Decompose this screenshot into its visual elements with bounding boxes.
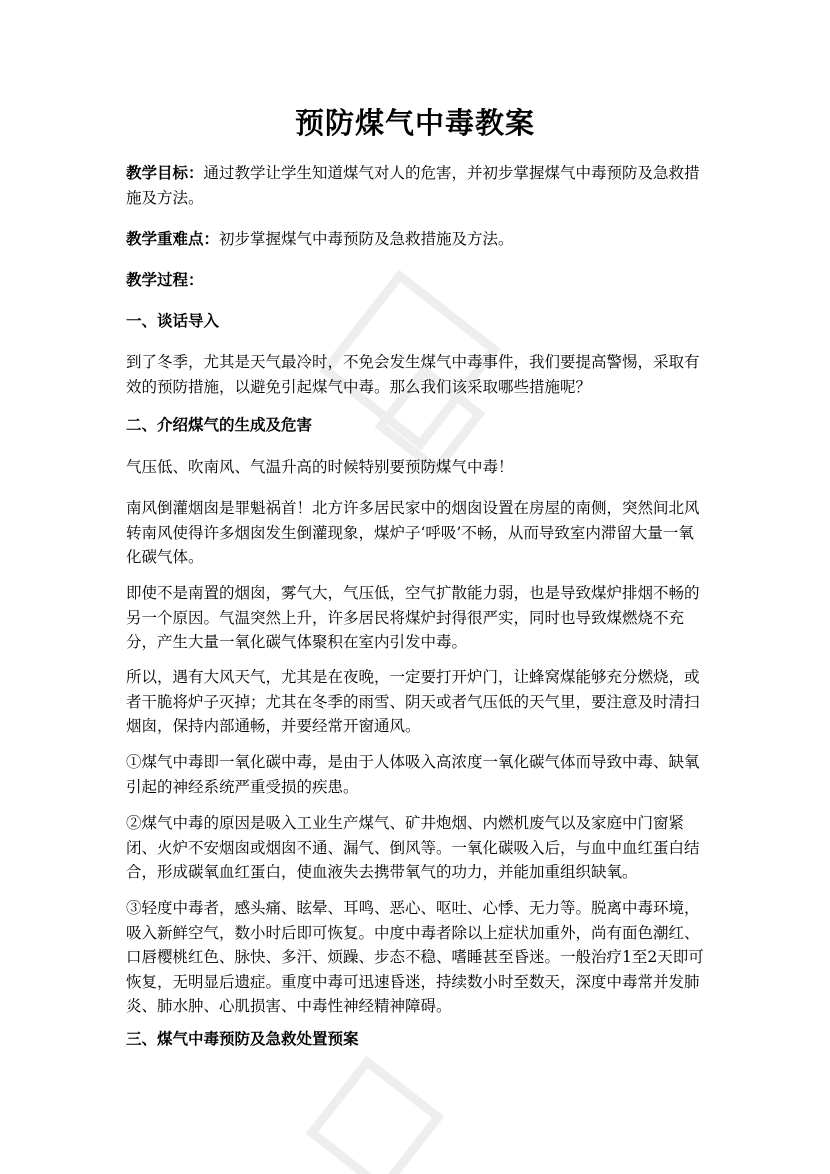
section-2-paragraph-5: ①煤气中毒即一氧化碳中毒，是由于人体吸入高浓度一氧化碳气体而导致中毒、缺氧引起的神经系统严重受损的疾患。 bbox=[126, 753, 700, 796]
section-2-paragraph-1: 气压低、吹南风、气温升高的时候特别要预防煤气中毒！ bbox=[126, 458, 514, 476]
section-1-heading: 一、谈话导入 bbox=[126, 311, 220, 330]
section-2-paragraph-4: 所以，遇有大风天气，尤其是在夜晚，一定要打开炉门，让蜂窝煤能够充分燃烧，或者干脆将炉子灭掉；尤其在冬季的雨雪、阴天或者气压低的天气里，要注意及时清扫烟囱，保持内部通畅，并要经常开窗通风。 bbox=[126, 668, 700, 735]
section-2-paragraph-2: 南风倒灌烟囱是罪魁祸首！北方许多居民家中的烟囱设置在房屋的南侧，突然间北风转南风使得许多烟囱发生倒灌现象，煤炉子‘呼吸’不畅，从而导致室内滞留大量一氧化碳气体。 bbox=[126, 499, 700, 566]
section-3-heading: 三、煤气中毒预防及急救处置预案 bbox=[126, 1029, 359, 1048]
section-2-heading: 二、介绍煤气的生成及危害 bbox=[126, 415, 313, 434]
section-2-paragraph-7: ③轻度中毒者，感头痛、眩晕、耳鸣、恶心、呕吐、心悸、无力等。脱离中毒环境，吸入新鲜空气，数小时后即可恢复。中度中毒者除以上症状加重外，尚有面色潮红、口唇樱桃红色、脉快、多汗、烦躁、步态不稳、嗜睡甚至昏迷。一般治疗1至2天即可恢复，无明显后遗症。重度中毒可迅速昏迷，持续数小时至数天，深度中毒常并发肺炎、肺水肿、心肌损害、中毒性神经精神障碍。 bbox=[126, 899, 704, 1015]
teaching-difficulty bbox=[126, 227, 708, 252]
teaching-process-label: 教学过程： bbox=[126, 270, 204, 289]
teaching-goal bbox=[126, 161, 708, 210]
teaching-goal-label: 教学目标： bbox=[126, 163, 204, 182]
teaching-goal-text: 通过教学让学生知道煤气对人的危害，并初步掌握煤气中毒预防及急救措施及方法。 bbox=[126, 164, 700, 207]
teaching-difficulty-label: 教学重难点： bbox=[126, 229, 220, 248]
section-2-paragraph-6: ②煤气中毒的原因是吸入工业生产煤气、矿井炮烟、内燃机废气以及家庭中门窗紧闭、火炉不安烟囱或烟囱不通、漏气、倒风等。一氧化碳吸入后，与血中血红蛋白结合，形成碳氧血红蛋白，使血液失去携带氧气的功力，并能加重组织缺氧。 bbox=[126, 814, 700, 881]
teaching-difficulty-text: 初步掌握煤气中毒预防及急救措施及方法。 bbox=[219, 230, 514, 248]
section-1-paragraph: 到了冬季，尤其是天气最冷时，不免会发生煤气中毒事件，我们要提高警惕，采取有效的预防措施，以避免引起煤气中毒。那么我们该采取哪些措施呢？ bbox=[126, 353, 700, 396]
section-2-paragraph-3: 即使不是南置的烟囱，雾气大，气压低，空气扩散能力弱，也是导致煤炉排烟不畅的另一个原因。气温突然上升，许多居民将煤炉封得很严实，同时也导致煤燃烧不充分，产生大量一氧化碳气体聚积在室内引发中毒。 bbox=[126, 584, 700, 651]
page-title: 预防煤气中毒教案 bbox=[294, 106, 535, 140]
